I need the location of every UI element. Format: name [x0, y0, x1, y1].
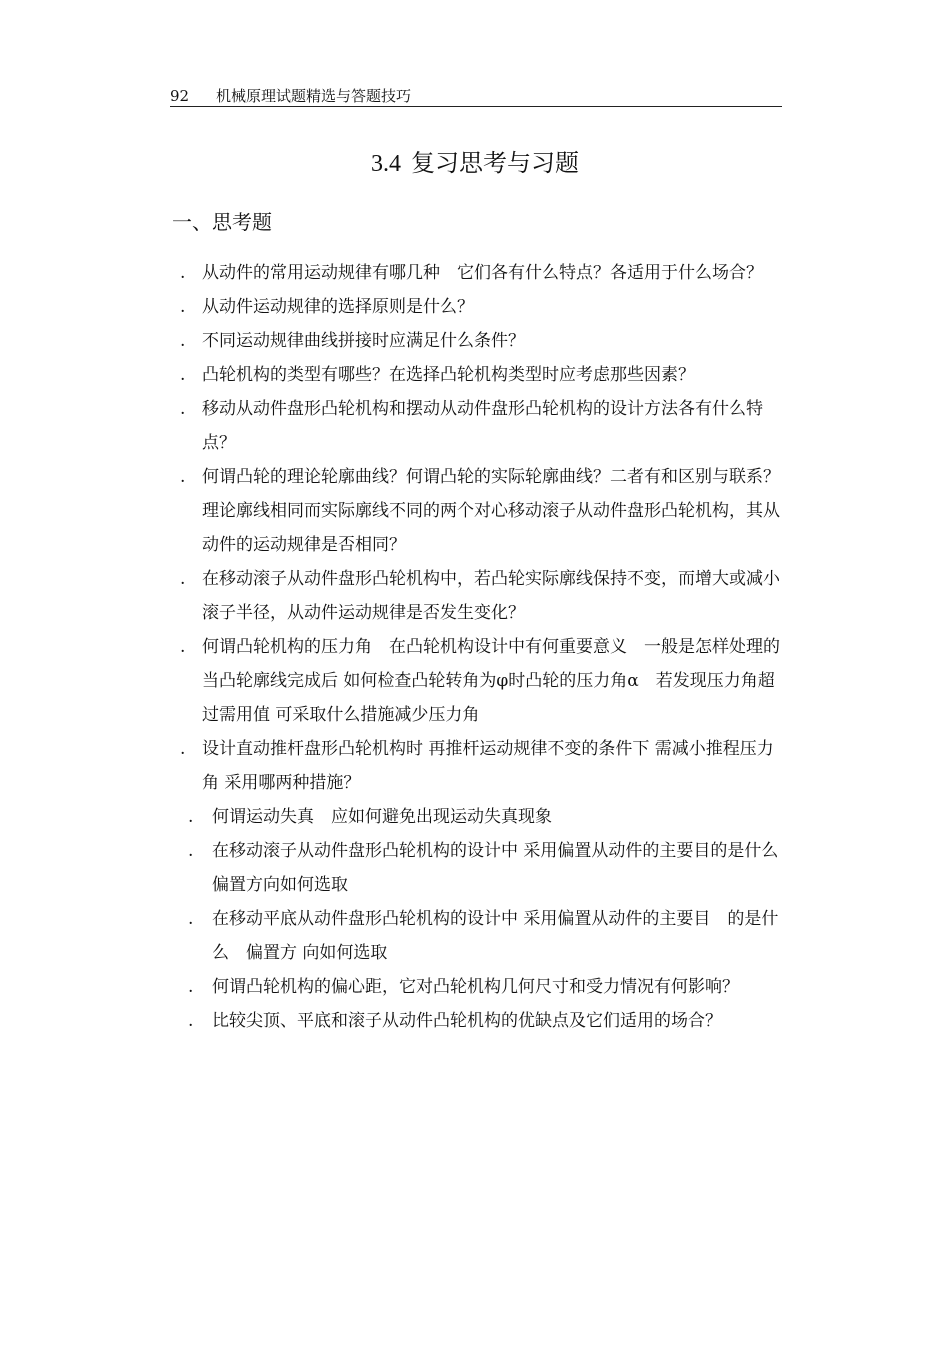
question-marker: .	[180, 399, 186, 419]
question-item	[172, 324, 784, 358]
question-text: 在移动平底从动件盘形凸轮机构的设计中 采用偏置从动件的主要目 的是什么 偏置方 向如何选取	[212, 909, 779, 963]
question-marker: .	[180, 637, 186, 657]
question-marker: .	[180, 263, 186, 283]
question-item	[172, 1004, 784, 1038]
question-marker: .	[188, 841, 194, 861]
section-title-text: 复习思考与习题	[411, 149, 579, 177]
page-number: 92	[170, 87, 190, 105]
question-text: 比较尖顶、平底和滚子从动件凸轮机构的优缺点及它们适用的场合？	[212, 1011, 722, 1031]
question-marker: .	[188, 909, 194, 929]
subsection-heading: 一、思考题	[172, 210, 272, 234]
question-item	[172, 970, 784, 1004]
question-text: 凸轮机构的类型有哪些？在选择凸轮机构类型时应考虑那些因素？	[202, 365, 695, 385]
question-text: 设计直动推杆盘形凸轮机构时 再推杆运动规律不变的条件下 需减小推程压力角 采用哪两种措施？	[202, 739, 774, 793]
question-text: 从动件的常用运动规律有哪几种 它们各有什么特点？各适用于什么场合？	[202, 263, 763, 283]
section-number: 3.4	[371, 151, 401, 177]
question-item	[172, 902, 784, 970]
question-marker: .	[180, 739, 186, 759]
question-text: 何谓凸轮的理论轮廓曲线？何谓凸轮的实际轮廓曲线？二者有和区别与联系？理论廓线相同而实际廓线不同的两个对心移动滚子从动件盘形凸轮机构，其从动件的运动规律是否相同？	[202, 467, 780, 555]
page-header	[170, 86, 782, 107]
question-item	[172, 562, 784, 630]
question-text: 在移动滚子从动件盘形凸轮机构中，若凸轮实际廓线保持不变，而增大或减小滚子半径，从动件运动规律是否发生变化？	[202, 569, 780, 623]
question-item	[172, 358, 784, 392]
book-title: 机械原理试题精选与答题技巧	[216, 87, 412, 105]
question-text: 移动从动件盘形凸轮机构和摆动从动件盘形凸轮机构的设计方法各有什么特点？	[202, 399, 763, 453]
question-text: 何谓运动失真 应如何避免出现运动失真现象	[212, 807, 552, 827]
question-marker: .	[188, 807, 194, 827]
question-marker: .	[180, 297, 186, 317]
question-marker: .	[180, 569, 186, 589]
question-text: 何谓凸轮机构的偏心距，它对凸轮机构几何尺寸和受力情况有何影响？	[212, 977, 739, 997]
question-item	[172, 256, 784, 290]
question-marker: .	[180, 331, 186, 351]
question-text: 不同运动规律曲线拼接时应满足什么条件？	[202, 331, 525, 351]
question-item	[172, 732, 784, 800]
question-item	[172, 834, 796, 902]
question-text: 在移动滚子从动件盘形凸轮机构的设计中 采用偏置从动件的主要目的是什么 偏置方向如何选取	[212, 841, 796, 895]
question-marker: .	[180, 467, 186, 487]
question-marker: .	[188, 1011, 194, 1031]
question-marker: .	[188, 977, 194, 997]
question-text: 从动件运动规律的选择原则是什么？	[202, 297, 474, 317]
question-text: 何谓凸轮机构的压力角 在凸轮机构设计中有何重要意义 一般是怎样处理的 当凸轮廓线完成后 如何检查凸轮转角为φ时凸轮的压力角α 若发现压力角超过需用值 可采取什么措施减少压力角	[202, 637, 780, 725]
question-item	[172, 800, 784, 834]
question-marker: .	[180, 365, 186, 385]
question-item	[172, 290, 784, 324]
section-title	[0, 146, 950, 181]
question-item	[172, 460, 784, 562]
question-item	[172, 392, 784, 460]
question-list	[172, 256, 796, 1038]
question-item	[172, 630, 784, 732]
